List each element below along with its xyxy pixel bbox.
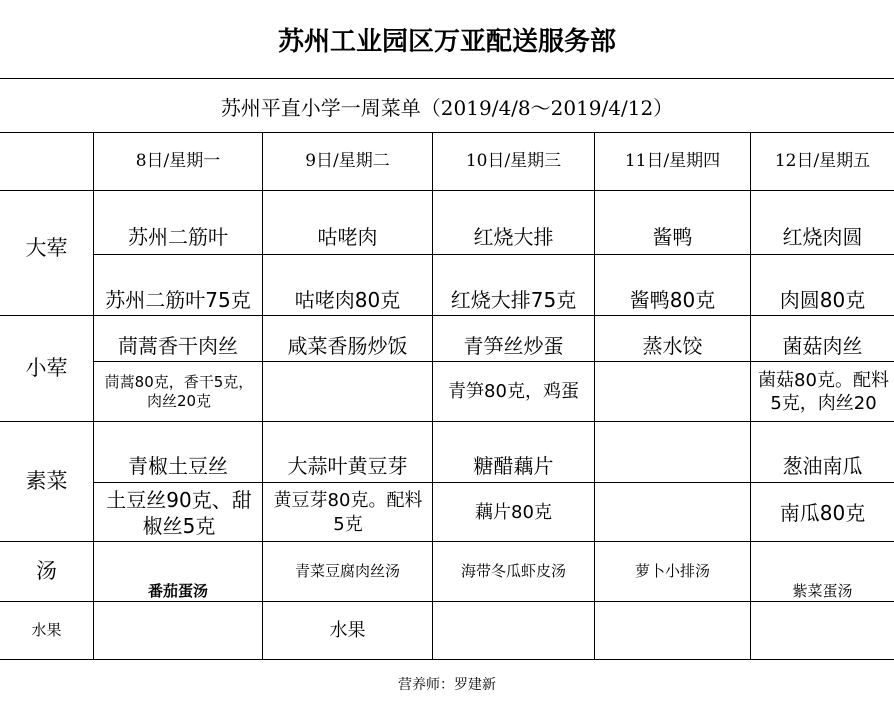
row-label-xiaohun: 小荤 <box>25 355 68 380</box>
sucai-dish: 青椒土豆丝 <box>128 454 228 478</box>
day-header: 9日/星期二 <box>305 151 390 172</box>
sucai-dish <box>595 450 750 482</box>
sucai-dish: 大蒜叶黄豆芽 <box>287 454 408 478</box>
grid-line <box>0 659 894 660</box>
grid-line <box>0 190 894 191</box>
xiaohun-dish: 茼蒿香干肉丝 <box>118 333 238 358</box>
day-header: 11日/星期四 <box>624 151 721 172</box>
sucai-dish: 糖醋藕片 <box>473 454 554 478</box>
xiaohun-detail: 茼蒿80克，香干5克，肉丝20克 <box>104 372 254 410</box>
sucai-detail <box>595 484 750 541</box>
menu-subtitle: 苏州平直小学一周菜单（2019/4/8～2019/4/12） <box>220 95 674 120</box>
xiaohun-detail: 菌菇80克。配料5克，肉丝20 <box>758 369 889 414</box>
row-label-tang: 汤 <box>36 558 57 583</box>
xiaohun-dish: 蒸水饺 <box>642 333 703 358</box>
sucai-detail: 藕片80克 <box>475 501 552 523</box>
dahun-detail: 肉圆80克 <box>779 288 866 312</box>
fruit-item <box>94 602 262 659</box>
row-label-dahun: 大荤 <box>25 236 68 261</box>
fruit-item <box>595 602 750 659</box>
xiaohun-dish: 菌菇肉丝 <box>782 333 863 358</box>
fruit-item <box>433 602 594 659</box>
company-title: 苏州工业园区万亚配送服务部 <box>277 26 616 57</box>
sucai-detail: 黄豆芽80克。配料5克 <box>273 490 423 535</box>
fruit-item: 水果 <box>329 619 366 641</box>
dahun-detail: 苏州二筋叶75克 <box>105 288 251 312</box>
row-label-sucai: 素菜 <box>25 468 68 493</box>
soup-item: 海带冬瓜虾皮汤 <box>460 562 566 580</box>
soup-item: 番茄蛋汤 <box>147 581 208 600</box>
dahun-dish: 红烧大排 <box>473 224 554 249</box>
soup-item: 青菜豆腐肉丝汤 <box>294 562 400 580</box>
day-header: 12日/星期五 <box>774 151 871 172</box>
dahun-detail: 酱鸭80克 <box>629 288 716 312</box>
sucai-detail: 南瓜80克 <box>779 500 866 525</box>
xiaohun-dish: 咸菜香肠炒饭 <box>287 333 408 358</box>
dahun-dish: 咕咾肉 <box>317 224 378 249</box>
grid-line <box>0 421 894 422</box>
xiaohun-detail <box>595 363 750 421</box>
xiaohun-dish: 青笋丝炒蛋 <box>463 333 564 358</box>
row-label-shuiguo: 水果 <box>31 620 62 639</box>
grid-line <box>94 482 894 483</box>
dahun-dish: 酱鸭 <box>652 224 693 249</box>
dietitian-signature: 营养师：罗建新 <box>398 677 496 693</box>
day-header: 8日/星期一 <box>135 151 221 172</box>
soup-item: 萝卜小排汤 <box>634 562 710 580</box>
fruit-item <box>751 602 894 659</box>
dahun-detail: 红烧大排75克 <box>450 288 577 312</box>
sucai-dish: 葱油南瓜 <box>782 454 863 478</box>
sucai-detail: 土豆丝90克、甜椒丝5克 <box>106 487 252 538</box>
dahun-detail: 咕咾肉80克 <box>294 288 401 312</box>
grid-line <box>94 254 894 255</box>
grid-line <box>94 361 894 362</box>
day-header: 10日/星期三 <box>465 151 562 172</box>
xiaohun-detail <box>263 363 432 421</box>
xiaohun-detail: 青笋80克，鸡蛋 <box>448 381 579 403</box>
dahun-dish: 苏州二筋叶 <box>128 224 228 249</box>
grid-line <box>0 315 894 316</box>
dahun-dish: 红烧肉圆 <box>782 224 863 249</box>
soup-item: 紫菜蛋汤 <box>792 581 853 600</box>
title-divider <box>0 78 894 79</box>
